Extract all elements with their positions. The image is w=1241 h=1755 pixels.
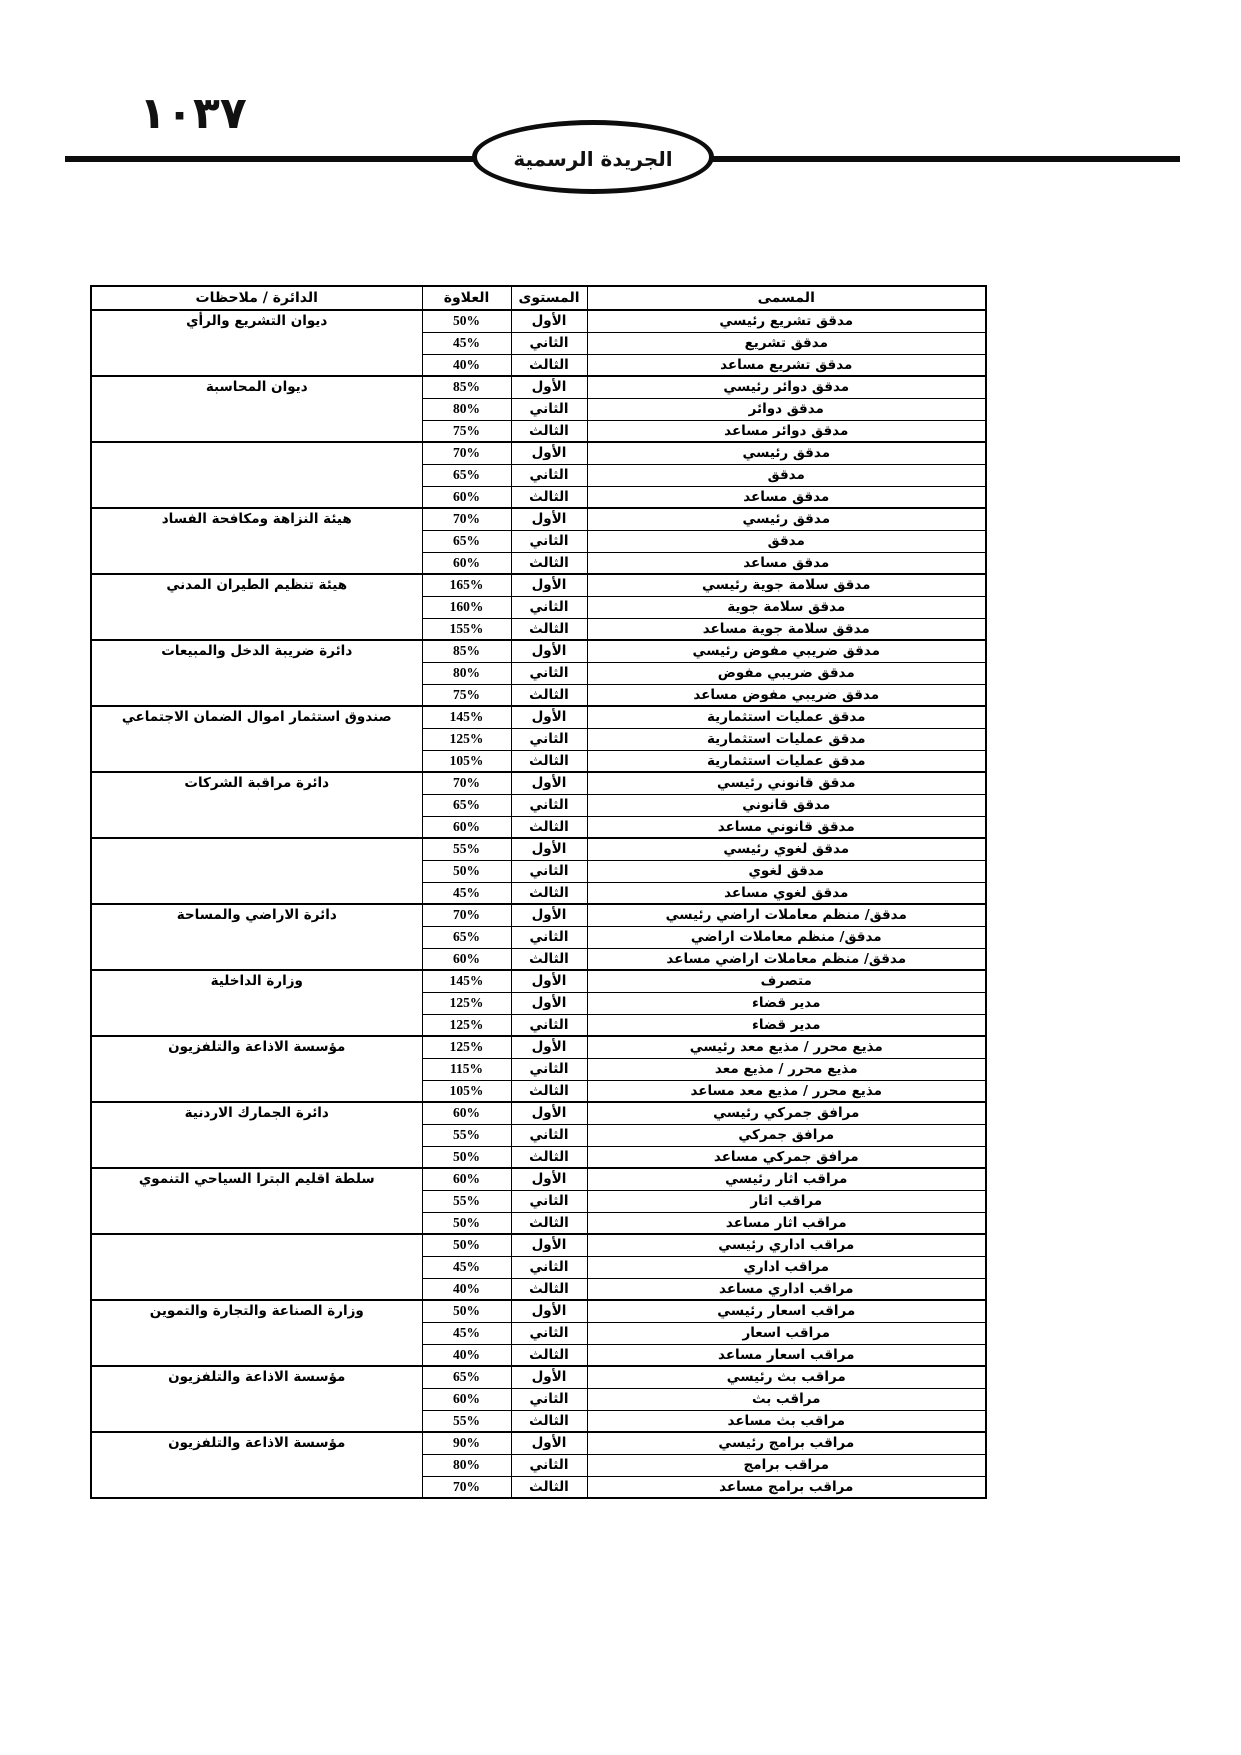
level-cell: الثالث [511,420,587,442]
allowance-cell: 125% [422,992,511,1014]
level-cell: الثاني [511,794,587,816]
job-title-cell: مرافق جمركي مساعد [587,1146,986,1168]
level-cell: الثاني [511,662,587,684]
table-row [91,442,986,464]
job-title-cell: مذيع محرر / مذيع معد [587,1058,986,1080]
job-title-cell: مدير قضاء [587,992,986,1014]
job-title-cell: مدقق دوائر [587,398,986,420]
allowance-cell: 125% [422,1036,511,1058]
department-cell: دائرة ضريبة الدخل والمبيعات [91,640,422,706]
level-cell: الأول [511,1168,587,1190]
allowance-cell: 40% [422,354,511,376]
job-title-cell: مدقق قانوني مساعد [587,816,986,838]
job-title-cell: مراقب اسعار [587,1322,986,1344]
level-cell: الثاني [511,530,587,552]
job-title-cell: مراقب بث رئيسي [587,1366,986,1388]
allowance-cell: 70% [422,904,511,926]
level-cell: الثالث [511,1212,587,1234]
table-header-row [91,286,986,310]
job-title-cell: مدقق مساعد [587,486,986,508]
department-cell: هيئة النزاهة ومكافحة الفساد [91,508,422,574]
table-row [91,574,986,596]
table-row [91,640,986,662]
level-cell: الأول [511,1234,587,1256]
job-title-cell: مدقق [587,530,986,552]
level-cell: الثاني [511,1190,587,1212]
job-title-cell: مرافق جمركي [587,1124,986,1146]
allowance-cell: 55% [422,838,511,860]
department-cell [91,442,422,508]
job-title-cell: مراقب برامج مساعد [587,1476,986,1498]
job-title-cell: مدقق ضريبي مفوض مساعد [587,684,986,706]
allowance-cell: 105% [422,1080,511,1102]
job-title-cell: مدقق لغوي [587,860,986,882]
allowance-cell: 50% [422,310,511,332]
level-cell: الثاني [511,926,587,948]
allowance-cell: 70% [422,772,511,794]
level-cell: الثالث [511,1344,587,1366]
job-title-cell: مدقق لغوي مساعد [587,882,986,904]
level-cell: الثاني [511,860,587,882]
allowance-cell: 50% [422,1234,511,1256]
table-row [91,1432,986,1454]
allowance-cell: 65% [422,530,511,552]
gazette-title: الجريدة الرسمية [513,147,673,171]
allowance-cell: 50% [422,860,511,882]
level-cell: الأول [511,508,587,530]
level-cell: الثاني [511,1454,587,1476]
allowance-cell: 60% [422,1102,511,1124]
job-title-cell: مدقق تشريع مساعد [587,354,986,376]
allowance-cell: 65% [422,464,511,486]
job-title-cell: مدقق رئيسي [587,508,986,530]
department-cell [91,838,422,904]
table-row [91,1234,986,1256]
level-cell: الثالث [511,1146,587,1168]
department-cell: مؤسسة الاذاعة والتلفزيون [91,1366,422,1432]
job-title-cell: مراقب برامج رئيسي [587,1432,986,1454]
allowance-cell: 45% [422,882,511,904]
allowance-cell: 65% [422,794,511,816]
allowance-cell: 40% [422,1344,511,1366]
level-cell: الأول [511,706,587,728]
table-row [91,904,986,926]
level-cell: الأول [511,442,587,464]
level-cell: الثالث [511,618,587,640]
job-title-cell: مراقب اداري مساعد [587,1278,986,1300]
job-title-cell: مدقق ضريبي مفوض رئيسي [587,640,986,662]
level-cell: الثاني [511,1124,587,1146]
department-cell: ديوان المحاسبة [91,376,422,442]
department-cell: دائرة الجمارك الاردنية [91,1102,422,1168]
column-header-level: المستوى [511,286,587,310]
column-header-allowance: العلاوة [422,286,511,310]
allowance-cell: 75% [422,420,511,442]
level-cell: الثاني [511,1058,587,1080]
level-cell: الثاني [511,1322,587,1344]
level-cell: الأول [511,640,587,662]
job-title-cell: مراقب بث مساعد [587,1410,986,1432]
table-row [91,310,986,332]
allowance-cell: 50% [422,1300,511,1322]
allowance-cell: 90% [422,1432,511,1454]
level-cell: الأول [511,1300,587,1322]
job-title-cell: مدير قضاء [587,1014,986,1036]
allowance-cell: 75% [422,684,511,706]
level-cell: الأول [511,970,587,992]
level-cell: الثاني [511,728,587,750]
level-cell: الأول [511,310,587,332]
department-cell [91,1234,422,1300]
job-title-cell: مدقق قانوني [587,794,986,816]
job-title-cell: مدقق عمليات استثمارية [587,706,986,728]
department-cell: صندوق استثمار اموال الضمان الاجتماعي [91,706,422,772]
allowance-cell: 115% [422,1058,511,1080]
level-cell: الأول [511,1036,587,1058]
department-cell: دائرة الاراضي والمساحة [91,904,422,970]
table-row [91,1102,986,1124]
table-row [91,706,986,728]
department-cell: وزارة الداخلية [91,970,422,1036]
allowance-cell: 125% [422,728,511,750]
allowance-cell: 105% [422,750,511,772]
level-cell: الثالث [511,1278,587,1300]
level-cell: الثالث [511,948,587,970]
level-cell: الأول [511,1102,587,1124]
column-header-department: الدائرة / ملاحظات [91,286,422,310]
allowance-cell: 65% [422,1366,511,1388]
allowance-cell: 145% [422,706,511,728]
job-title-cell: مدقق عمليات استثمارية [587,728,986,750]
allowance-cell: 50% [422,1212,511,1234]
allowance-cell: 125% [422,1014,511,1036]
job-title-cell: مدقق/ منظم معاملات اراضي [587,926,986,948]
department-cell: ديوان التشريع والرأي [91,310,422,376]
allowance-cell: 45% [422,332,511,354]
job-title-cell: مراقب برامج [587,1454,986,1476]
allowance-cell: 45% [422,1256,511,1278]
job-title-cell: مراقب اداري [587,1256,986,1278]
job-title-cell: مرافق جمركي رئيسي [587,1102,986,1124]
level-cell: الثالث [511,1410,587,1432]
allowance-cell: 80% [422,662,511,684]
level-cell: الثالث [511,552,587,574]
level-cell: الأول [511,838,587,860]
level-cell: الثالث [511,684,587,706]
allowance-cell: 45% [422,1322,511,1344]
level-cell: الأول [511,772,587,794]
job-title-cell: مدقق قانوني رئيسي [587,772,986,794]
job-title-cell: مدقق سلامة جوية [587,596,986,618]
allowance-cell: 55% [422,1410,511,1432]
table-row [91,508,986,530]
department-cell: هيئة تنظيم الطيران المدني [91,574,422,640]
job-title-cell: مدقق [587,464,986,486]
allowance-cell: 85% [422,640,511,662]
table-row [91,838,986,860]
level-cell: الثالث [511,1080,587,1102]
job-title-cell: مدقق مساعد [587,552,986,574]
allowance-cell: 60% [422,1388,511,1410]
job-title-cell: مراقب اثار [587,1190,986,1212]
level-cell: الثالث [511,354,587,376]
job-title-cell: مراقب اسعار مساعد [587,1344,986,1366]
table-row [91,772,986,794]
job-title-cell: مدقق سلامة جوية رئيسي [587,574,986,596]
table-row [91,1036,986,1058]
job-title-cell: مدقق دوائر مساعد [587,420,986,442]
job-title-cell: متصرف [587,970,986,992]
job-title-cell: مدقق/ منظم معاملات اراضي رئيسي [587,904,986,926]
allowance-cell: 55% [422,1190,511,1212]
allowance-cell: 60% [422,816,511,838]
level-cell: الثاني [511,1014,587,1036]
level-cell: الثاني [511,1256,587,1278]
level-cell: الثالث [511,816,587,838]
allowance-cell: 80% [422,1454,511,1476]
allowance-cell: 155% [422,618,511,640]
department-cell: وزارة الصناعة والتجارة والتموين [91,1300,422,1366]
level-cell: الأول [511,1366,587,1388]
allowance-cell: 60% [422,1168,511,1190]
level-cell: الثالث [511,750,587,772]
allowance-cell: 60% [422,486,511,508]
level-cell: الأول [511,904,587,926]
page-number: ١٠٣٧ [139,88,247,139]
gazette-title-ellipse [472,120,714,194]
table-row [91,1366,986,1388]
allowance-cell: 40% [422,1278,511,1300]
job-title-cell: مدقق/ منظم معاملات اراضي مساعد [587,948,986,970]
job-title-cell: مدقق تشريع [587,332,986,354]
level-cell: الثالث [511,1476,587,1498]
level-cell: الثاني [511,596,587,618]
job-title-cell: مذيع محرر / مذيع معد مساعد [587,1080,986,1102]
allowance-cell: 165% [422,574,511,596]
job-title-cell: مراقب اداري رئيسي [587,1234,986,1256]
job-title-cell: مراقب بث [587,1388,986,1410]
job-title-cell: مراقب اسعار رئيسي [587,1300,986,1322]
column-header-title: المسمى [587,286,986,310]
job-title-cell: مدقق عمليات استثمارية [587,750,986,772]
job-title-cell: مدقق رئيسي [587,442,986,464]
level-cell: الثاني [511,398,587,420]
allowance-cell: 145% [422,970,511,992]
table-row [91,1300,986,1322]
department-cell: مؤسسة الاذاعة والتلفزيون [91,1036,422,1102]
allowance-cell: 60% [422,948,511,970]
allowance-cell: 60% [422,552,511,574]
job-title-cell: مراقب اثار رئيسي [587,1168,986,1190]
level-cell: الأول [511,376,587,398]
allowance-cell: 55% [422,1124,511,1146]
allowance-cell: 80% [422,398,511,420]
table-row [91,970,986,992]
allowance-cell: 85% [422,376,511,398]
level-cell: الثالث [511,882,587,904]
allowance-cell: 70% [422,1476,511,1498]
level-cell: الثاني [511,464,587,486]
level-cell: الأول [511,1432,587,1454]
allowance-cell: 70% [422,508,511,530]
job-title-cell: مدقق سلامة جوية مساعد [587,618,986,640]
job-title-cell: مذيع محرر / مذيع معد رئيسي [587,1036,986,1058]
job-title-cell: مراقب اثار مساعد [587,1212,986,1234]
department-cell: سلطة اقليم البترا السياحي التنموي [91,1168,422,1234]
table-row [91,376,986,398]
jobs-allowance-table [90,285,987,1499]
job-title-cell: مدقق لغوي رئيسي [587,838,986,860]
allowance-cell: 160% [422,596,511,618]
level-cell: الأول [511,992,587,1014]
level-cell: الثالث [511,486,587,508]
level-cell: الثاني [511,1388,587,1410]
allowance-cell: 50% [422,1146,511,1168]
level-cell: الثاني [511,332,587,354]
level-cell: الأول [511,574,587,596]
department-cell: مؤسسة الاذاعة والتلفزيون [91,1432,422,1498]
department-cell: دائرة مراقبة الشركات [91,772,422,838]
job-title-cell: مدقق ضريبي مفوض [587,662,986,684]
job-title-cell: مدقق دوائر رئيسي [587,376,986,398]
allowance-cell: 65% [422,926,511,948]
job-title-cell: مدقق تشريع رئيسي [587,310,986,332]
table-row [91,1168,986,1190]
allowance-cell: 70% [422,442,511,464]
